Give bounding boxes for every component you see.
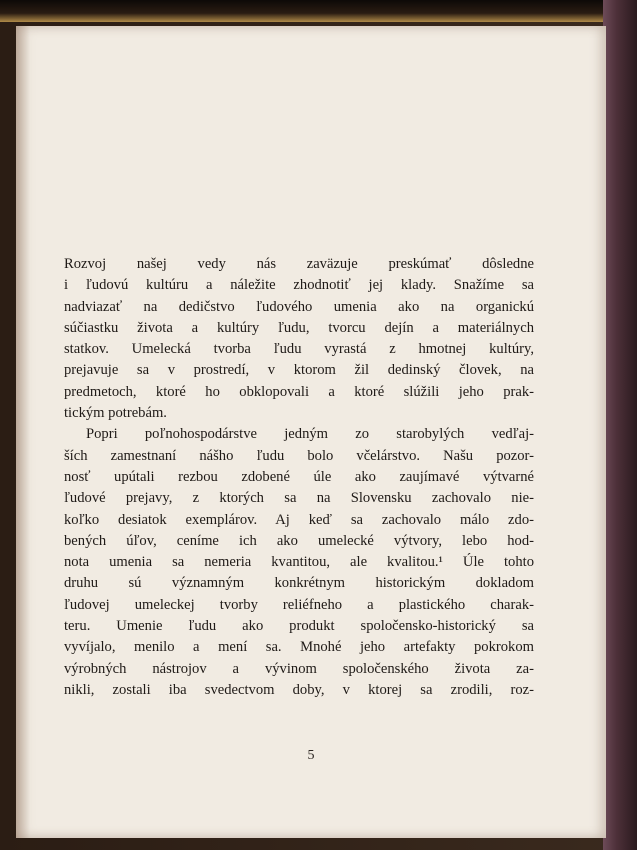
text-line: Popri poľnohospodárstve jedným zo starobylých vedľaj- xyxy=(86,426,534,443)
text-line: druhu sú významným konkrétnym historickým dokladom xyxy=(64,575,534,592)
text-line: koľko desiatok exemplárov. Aj keď sa zachovalo málo zdo- xyxy=(64,511,534,528)
text-line: výrobných nástrojov a vývinom spoločenského života za- xyxy=(64,660,534,677)
text-line: predmetoch, ktoré ho obklopovali a ktoré slúžili jeho prak- xyxy=(64,383,534,400)
text-line: Rozvoj našej vedy nás zaväzuje preskúmať dôsledne xyxy=(64,256,534,272)
text-line: nota umenia sa nemeria kvantitou, ale kvalitou.¹ Úle tohto xyxy=(64,554,534,571)
paragraph-1 xyxy=(64,254,534,424)
text-line: prejavuje sa v prostredí, v ktorom žil dedinský človek, na xyxy=(64,362,534,379)
book-cover-edge xyxy=(603,0,637,850)
text-line: nikli, zostali iba svedectvom doby, v ktorej sa zrodili, roz- xyxy=(64,681,534,698)
text-line: bených úľov, ceníme ich ako umelecké výtvory, lebo hod- xyxy=(64,532,534,549)
text-line: ľudovej umeleckej tvorby reliéfneho a plastického charak- xyxy=(64,596,534,613)
text-line: statkov. Umelecká tvorba ľudu vyrastá z hmotnej kultúry, xyxy=(64,341,534,358)
text-line: ľudové prejavy, z ktorých sa na Slovensku zachovalo nie- xyxy=(64,490,534,507)
book-top-edge xyxy=(0,0,637,22)
text-line: súčiastku života a kultúry ľudu, tvorcu dejín a materiálnych xyxy=(64,319,534,336)
page-gutter-shadow xyxy=(16,26,30,838)
paragraph-2 xyxy=(64,424,534,701)
text-line: ších zamestnaní nášho ľudu bolo včelárstvo. Našu pozor- xyxy=(64,447,534,464)
text-line: nadviazať na dedičstvo ľudového umenia ako na organickú xyxy=(64,298,534,315)
text-line: tickým potrebám. xyxy=(64,405,167,422)
book-page xyxy=(16,26,606,838)
text-line: teru. Umenie ľudu ako produkt spoločensko-historický sa xyxy=(64,618,534,635)
body-text xyxy=(64,254,534,701)
page-number: 5 xyxy=(307,748,315,763)
text-line: vyvíjalo, menilo a mení sa. Mnohé jeho artefakty pokrokom xyxy=(64,639,534,656)
text-line: i ľudovú kultúru a náležite zhodnotiť jej klady. Snažíme sa xyxy=(64,277,534,294)
text-line: nosť upútali rezbou zdobené úle ako zaujímavé výtvarné xyxy=(64,468,534,485)
